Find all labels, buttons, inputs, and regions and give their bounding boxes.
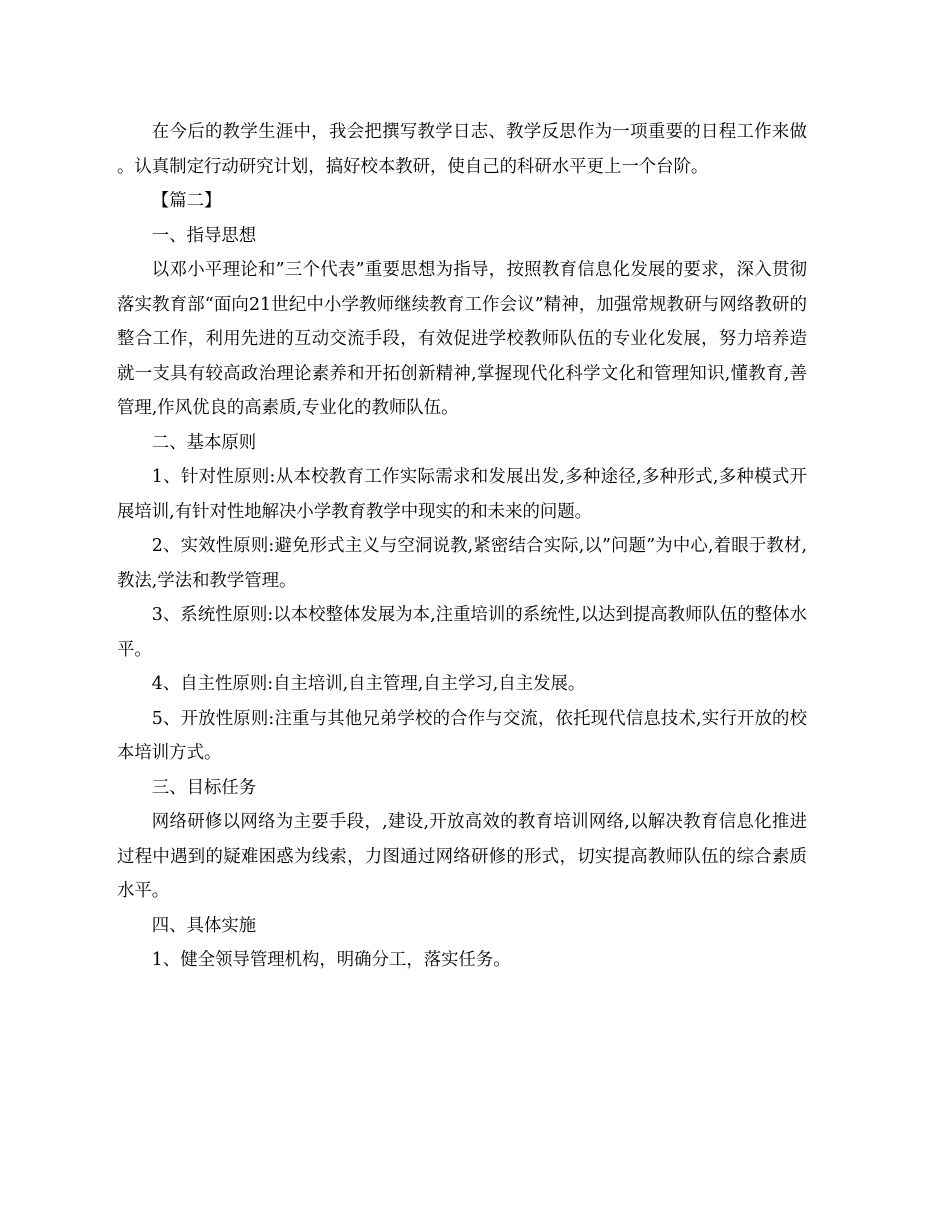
principle-autonomy: 4、自主性原则:自主培训,自主管理,自主学习,自主发展。 (151, 674, 586, 694)
principle-openness: 5、开放性原则:注重与其他兄弟学校的合作与交流，依托现代信息技术,实行开放的校本培训方式。 (117, 708, 807, 763)
document-page (117, 115, 807, 978)
paragraph-goals-tasks: 网络研修以网络为主要手段，,建设,开放高效的教育培训网络,以解决教育信息化推进过程中遇到的疑难困惑为线索，力图通过网络研修的形式，切实提高教师队伍的综合素质水平。 (117, 812, 807, 901)
paragraph-guiding-ideology: 以邓小平理论和”三个代表”重要思想为指导，按照教育信息化发展的要求，深入贯彻落实教育部“面向21世纪中小学教师继续教育工作会议”精神，加强常规教研与网络教研的整合工作，利用先进的互动交流手段，有效促进学校教师队伍的专业化发展，努力培养造就一支具有较高政治理论素养和开拓创新精神,掌握现代化科学文化和管理知识,懂教育,善管理,作风优良的高素质,专业化的教师队伍。 (117, 260, 807, 418)
principle-effectiveness: 2、实效性原则:避免形式主义与空洞说教,紧密结合实际,以”问题”为中心,着眼于教材,教法,学法和教学管理。 (117, 536, 807, 591)
heading-guiding-ideology: 一、指导思想 (151, 225, 257, 246)
paragraph-closing-reflection: 在今后的教学生涯中，我会把撰写教学日志、教学反思作为一项重要的日程工作来做。认真制定行动研究计划，搞好校本教研，使自己的科研水平更上一个台阶。 (117, 122, 807, 177)
implementation-item-1: 1、健全领导管理机构，明确分工，落实任务。 (151, 950, 511, 970)
section-heading-part-two: 【篇二】 (151, 191, 222, 211)
heading-basic-principles: 二、基本原则 (151, 432, 257, 453)
heading-implementation: 四、具体实施 (151, 915, 257, 936)
principle-systematic: 3、系统性原则:以本校整体发展为本,注重培训的系统性,以达到提高教师队伍的整体水平。 (117, 605, 807, 660)
heading-goals-tasks: 三、目标任务 (151, 777, 257, 798)
principle-targeted: 1、针对性原则:从本校教育工作实际需求和发展出发,多种途径,多种形式,多种模式开展培训,有针对性地解决小学教育教学中现实的和未来的问题。 (117, 467, 807, 522)
